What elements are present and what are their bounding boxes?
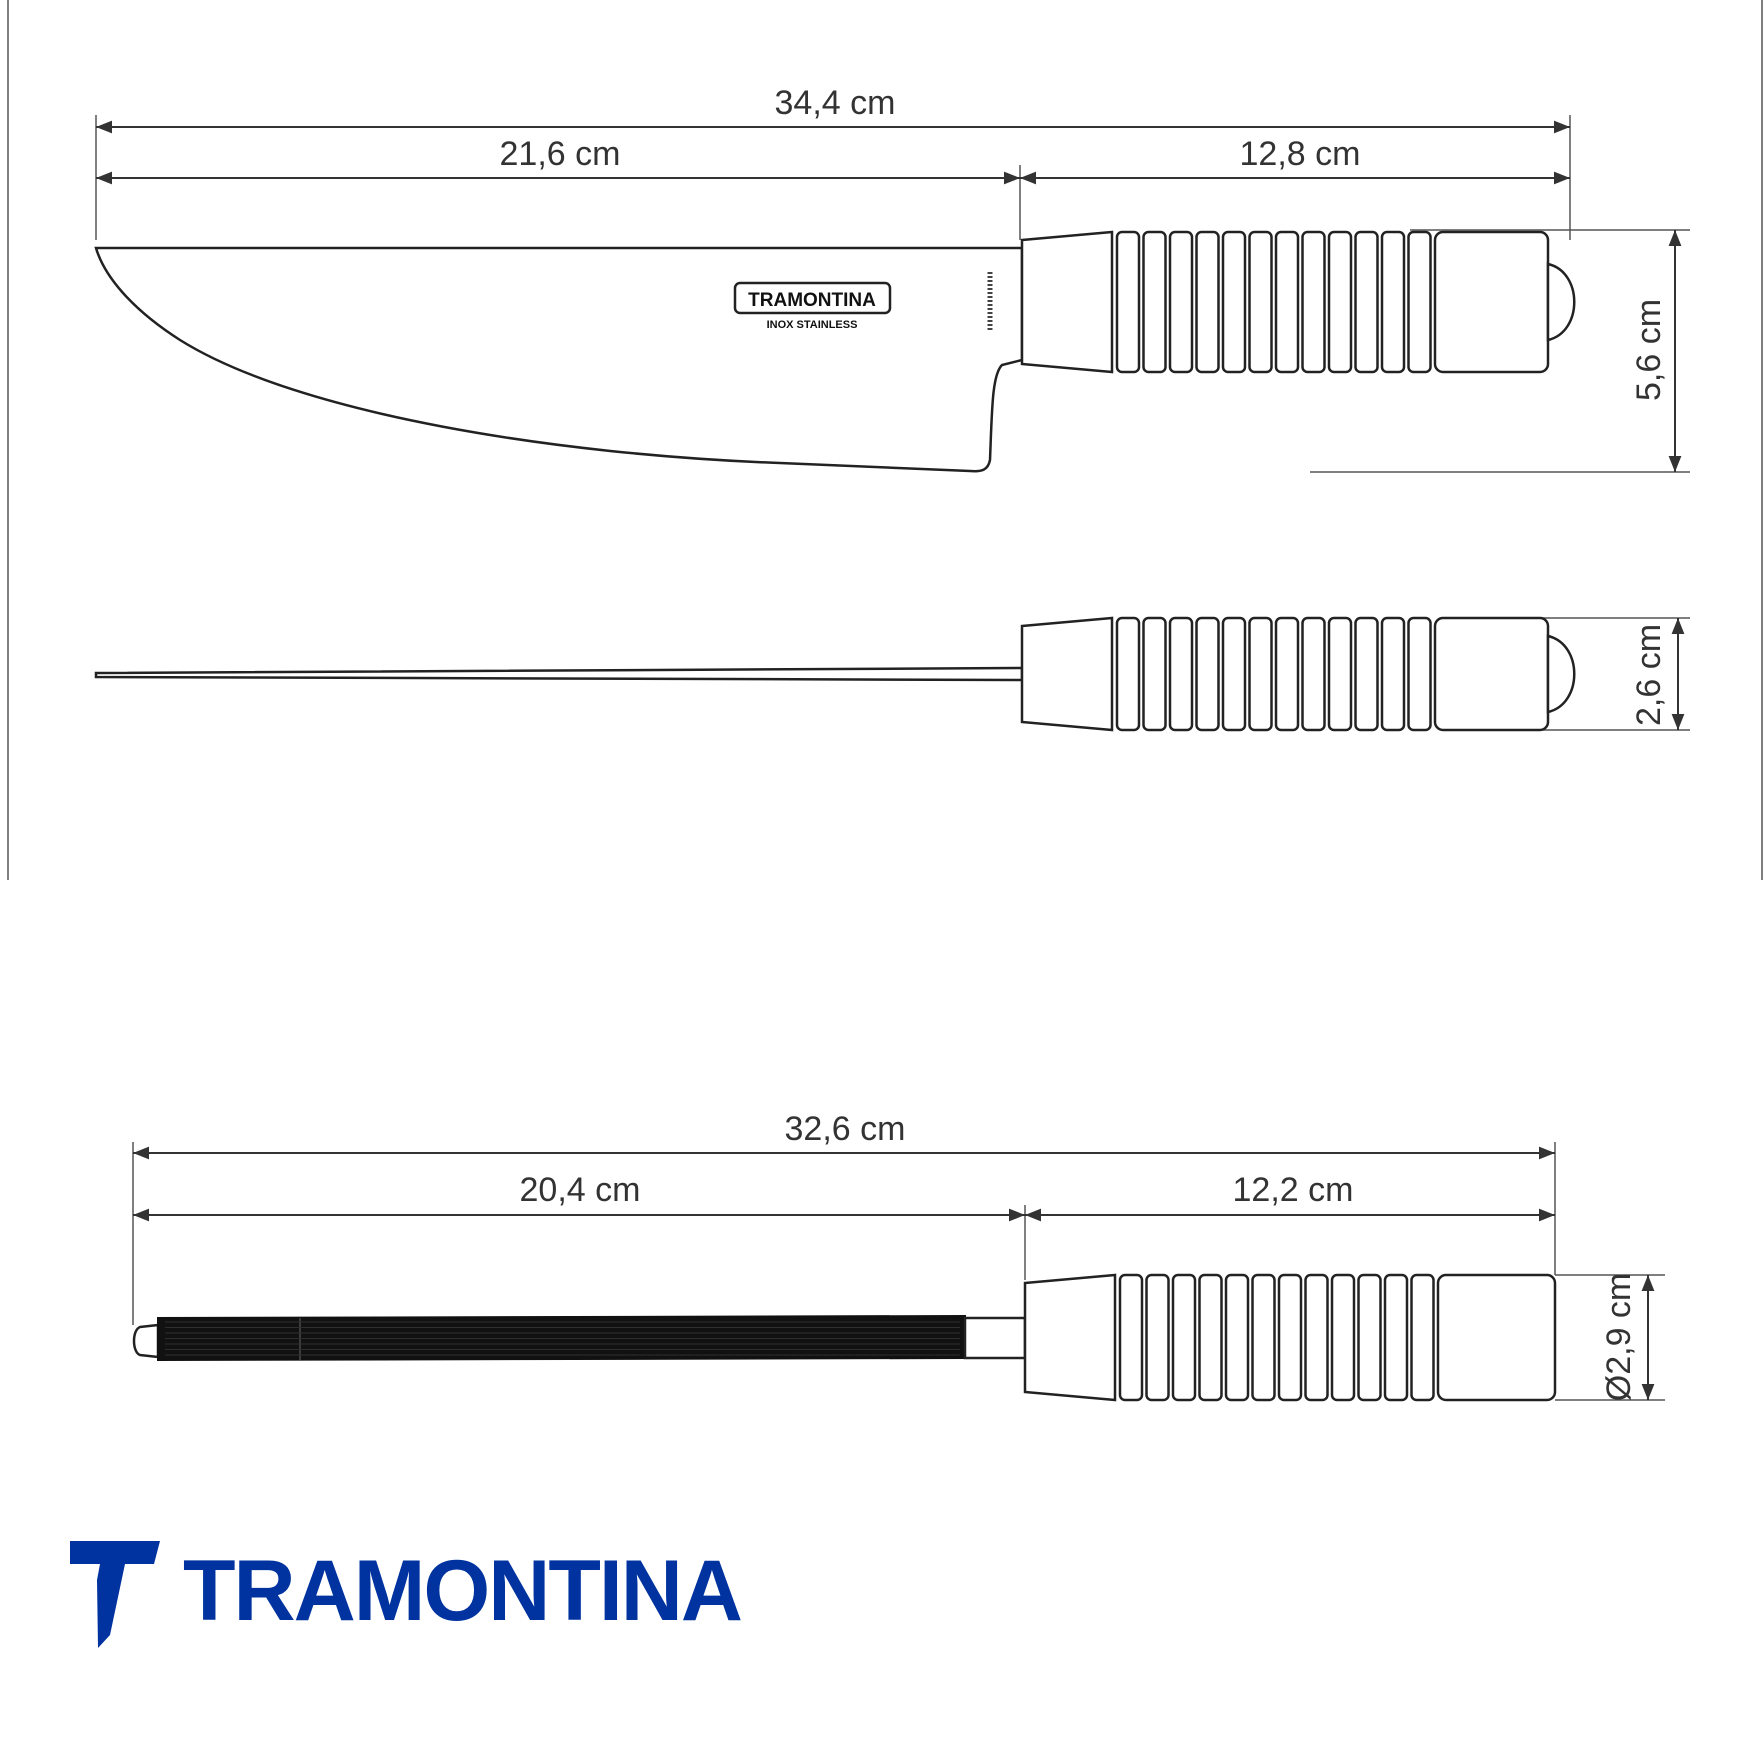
- handle-ridge: [1200, 1275, 1222, 1400]
- knife-handle-thickness: 2,6 cm: [1630, 623, 1668, 727]
- handle-ridge: [1356, 232, 1378, 372]
- knife-handle-top: [1022, 618, 1574, 730]
- handle-ridge: [1197, 618, 1219, 730]
- handle-pommel: [1435, 618, 1548, 730]
- handle-ridge: [1279, 1275, 1301, 1400]
- knife-blade-edge: [96, 668, 1022, 680]
- handle-ridge: [1303, 618, 1325, 730]
- handle-ridge: [1144, 232, 1166, 372]
- sharpener-handle: [1025, 1275, 1555, 1400]
- handle-ridge: [1382, 232, 1404, 372]
- handle-bolster: [1022, 618, 1112, 730]
- handle-ridge: [1144, 618, 1166, 730]
- knife-blade-length: 21,6 cm: [499, 135, 621, 173]
- sharpener-handle-length: 12,2 cm: [1232, 1171, 1354, 1209]
- sharpener-handle-diameter: Ø2,9 cm: [1600, 1272, 1638, 1402]
- knife-blade: [96, 248, 1022, 471]
- sharpener-total-length: 32,6 cm: [784, 1110, 906, 1148]
- handle-ridge: [1329, 232, 1351, 372]
- sharpener-view: [134, 1275, 1555, 1400]
- handle-end-cap: [1548, 264, 1574, 340]
- handle-ridge: [1250, 618, 1272, 730]
- knife-top-view: [96, 618, 1574, 730]
- handle-ridge: [1276, 618, 1298, 730]
- handle-end-cap: [1548, 636, 1574, 712]
- knife-side-view: [96, 232, 1574, 471]
- handle-ridge: [1170, 232, 1192, 372]
- handle-ridge: [1117, 618, 1139, 730]
- handle-bolster: [1025, 1275, 1115, 1400]
- handle-ridge: [1303, 232, 1325, 372]
- handle-pommel: [1435, 232, 1548, 372]
- handle-ridge: [1276, 232, 1298, 372]
- handle-ridge: [1197, 232, 1219, 372]
- handle-bolster: [1022, 232, 1112, 372]
- knife-handle: [1022, 232, 1574, 372]
- handle-ridge: [1253, 1275, 1275, 1400]
- handle-pommel: [1438, 1275, 1555, 1400]
- sharpener-tip: [134, 1325, 158, 1357]
- blade-subtext: INOX STAINLESS: [766, 319, 858, 331]
- handle-ridge: [1120, 1275, 1142, 1400]
- sharpener-collar: [965, 1318, 1025, 1358]
- handle-ridge: [1250, 232, 1272, 372]
- handle-ridge: [1382, 618, 1404, 730]
- knife-blade-height: 5,6 cm: [1630, 298, 1668, 402]
- handle-ridge: [1356, 618, 1378, 730]
- handle-ridge: [1147, 1275, 1169, 1400]
- knife-total-length: 34,4 cm: [774, 84, 896, 122]
- handle-ridge: [1409, 618, 1431, 730]
- knife-handle-length: 12,8 cm: [1239, 135, 1361, 173]
- handle-ridge: [1226, 1275, 1248, 1400]
- handle-ridge: [1173, 1275, 1195, 1400]
- handle-ridge: [1385, 1275, 1407, 1400]
- handle-ridge: [1170, 618, 1192, 730]
- handle-ridge: [1329, 618, 1351, 730]
- blade-brand-text: TRAMONTINA: [748, 290, 876, 311]
- handle-ridge: [1359, 1275, 1381, 1400]
- handle-ridge: [1223, 232, 1245, 372]
- handle-ridge: [1117, 232, 1139, 372]
- sharpener-rod-length: 20,4 cm: [519, 1171, 641, 1209]
- handle-ridge: [1332, 1275, 1354, 1400]
- handle-ridge: [1223, 618, 1245, 730]
- tramontina-logo-text: TRAMONTINA: [183, 1543, 742, 1639]
- tramontina-logo: [70, 1541, 741, 1648]
- handle-ridge: [1306, 1275, 1328, 1400]
- handle-ridge: [1412, 1275, 1434, 1400]
- tramontina-logo-mark: [70, 1541, 160, 1648]
- handle-ridge: [1409, 232, 1431, 372]
